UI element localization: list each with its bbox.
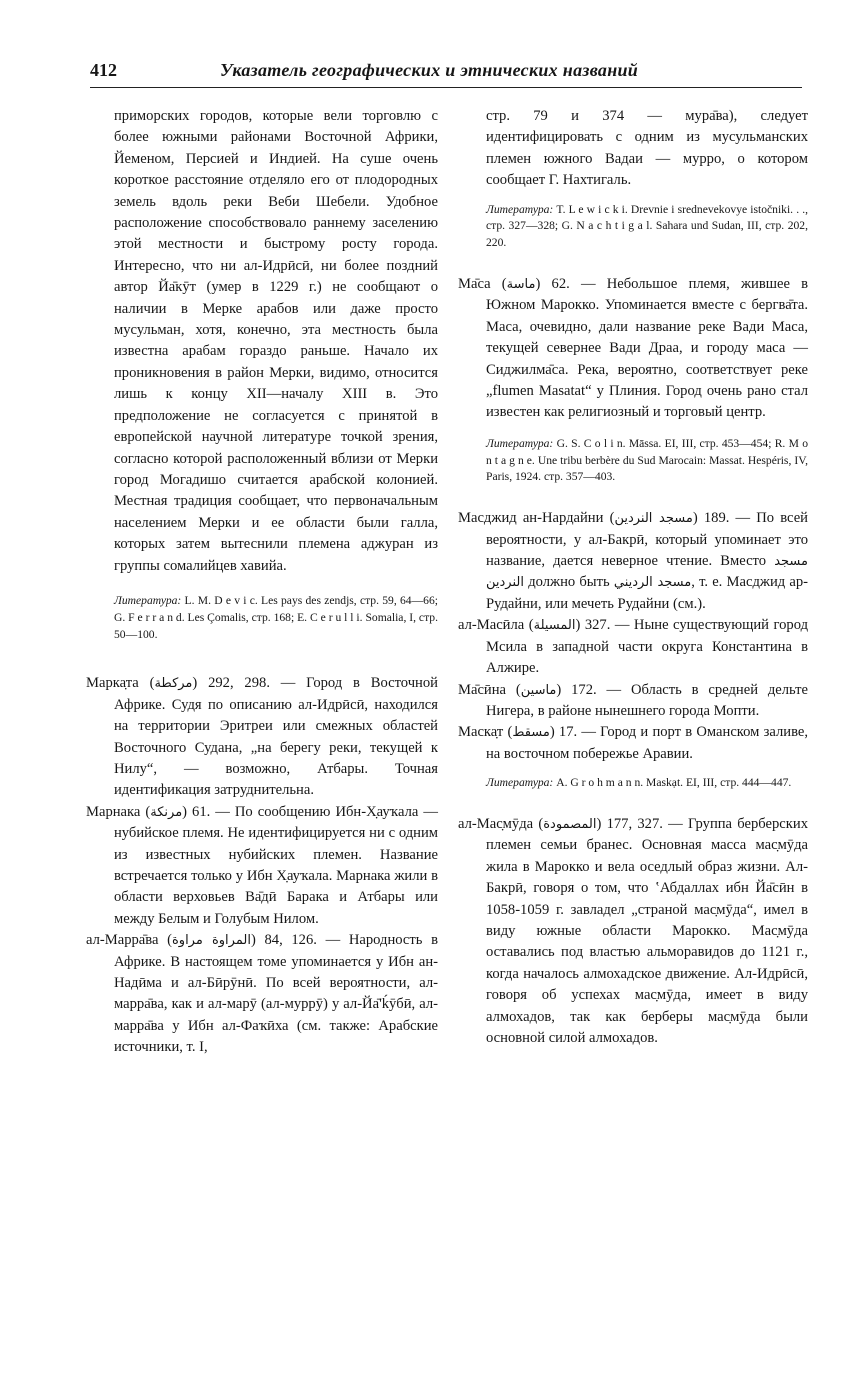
entry-head: ал-Марра̄ва: [86, 932, 159, 949]
arabic-name: مرنكة: [150, 804, 183, 820]
continuation-paragraph: приморских городов, которые вели торговлю с более южными районами Восточной Африки, Йеменом, Персией и Индией. На суше очень короткое расстояние отделяло его от плодородных земель вдоль реки Веби Шебели. Удобное расположение способствовало раннему заселению этой местности и быстрому росту города. Интересно, что ни ал-Идрӣсӣ, ни более поздний автор Йа̄кӯт (умер в 1229 г.) не сообщают о наличии в Мерке арабов или даже просто мусульман, хотя, конечно, эта местность была известна арабам гораздо раньше. Начало их проникновения в район Мерки, видимо, относится лишь к концу XII—началу XIII в. Это предположение не согласуется с принятой в европейской научной литературе точкой зрения, согласно которой расположенный вблизи от Мерки город Могадишо считается арабской колонией. Местная традиция сообщает, что первоначальным населением Мерки и ее области были галла, которых затем вытеснили племена аджуран из группы сомалийцев хавийа.: [114, 108, 438, 574]
entry-masila: ал-Масӣла (المسيلة) 327. — Ныне существующий город Мсила в западной части округа Константина в Алжире.: [458, 617, 808, 677]
entry-head: Маска̣т: [458, 724, 504, 741]
arabic-name: مسقط: [512, 725, 550, 741]
entry-masa: Ма̄са (ماسة) 62. — Небольшое племя, жившее в Южном Марокко. Упоминается вместе с бергва̄та. Маса, очевидно, дали название реке Вади Маса, текущей севернее Вади Драа, и городу маса — Сиджилма̄са. Река, вероятно, соответствует реке „flumen Masatat“ у Плиния. Город очень рано стал известен как религиозный и торговый центр.: [458, 276, 809, 421]
entry-head: ал-Масӣла: [458, 617, 525, 634]
arabic-name: ماسين: [520, 682, 557, 698]
arabic-name: المراوة مراوة: [171, 933, 251, 949]
arabic-name: ماسة: [506, 277, 536, 293]
page-number: 412: [90, 60, 117, 80]
entry-body: 17. — Город и порт в Оманском заливе, на восточном побережье Аравии.: [486, 724, 808, 762]
entry-head: ал-Мас̣мӯда: [458, 815, 534, 832]
page-header: [90, 56, 802, 90]
literature-note: [458, 436, 808, 486]
entry-masina: Ма̄сӣна (ماسين) 172. — Область в средней дельте Нигера, в районе нынешнего города Мопти.: [458, 681, 808, 719]
left-column: [86, 106, 438, 1059]
entry-head: Марка̣та: [86, 675, 139, 692]
entry-body: 62. — Небольшое племя, жившее в Южном Марокко. Упоминается вместе с бергва̄та. Маса, очевидно, дали название реке Вади Маса, текущей севернее Вади Драа, и городу маса — Сиджилма̄са. Река, вероятно, соответствует реке „flumen Masatat“ у Плиния. Город очень рано стал известен как религиозный и торговый центр.: [486, 276, 809, 421]
entry-body: 172. — Область в средней дельте Нигера, в районе нынешнего города Мопти.: [486, 681, 808, 719]
entry-head: Марнака: [86, 803, 141, 820]
entry-masmuda: ал-Мас̣мӯда (المصمودة) 177, 327. — Группа берберских племен семьи бранес. Основная масса мас̣мӯда жила в Марокко и вела оседлый образ жизни. Ал-Бакрӣ, говоря о том, что ʽАбдаллах ибн Йа̄сӣн в 1058-1059 г. завладел „страной мас̣мӯда“, имел в виду южные области Марокко. Мас̣мӯда оставались под властью альморавидов до 1121 г., когда началось алмохадское движение. Ал-Идрӣсӣ, говоря об успехах мас̣мӯда, имеет в виду алмохадов, так как берберы мас̣мӯда были основной силой алмохадов.: [458, 815, 808, 1046]
right-column: [458, 106, 808, 1049]
arabic-name: مركطة: [154, 676, 193, 692]
header-rule: [90, 87, 802, 88]
entry-body: должно быть: [528, 574, 610, 591]
entry-head: Ма̄сӣна: [458, 681, 507, 698]
arabic-name: المصمودة: [543, 816, 597, 832]
arabic-name: مسجد الرديني: [613, 575, 692, 591]
entry-body: 84, 126. — Народность в Африке. В настоящем томе упоминается у Ибн ан-Надӣма и ал-Бӣрӯнӣ. По всей вероятности, ал-марра̄ва, как и ал-марӯ (ал-муррӯ) у ал-Йа̄'ḱӯбӣ, ал-марра̄ва у Ибн ал-Фаҡӣха (см. также: Арабские источники, т. I,: [114, 932, 438, 1056]
entry-masdjid: Масджид ан-Нардайни (مسجد النردين) 189. — По всей вероятности, у ал-Бакрӣ, который упоминает это название, дается неверное чтение. Вместо مسجد النردين должно быть مسجد الرديني, т. е. Масджид ар-Рудайни, или мечеть Рудайни (см.).: [458, 510, 809, 612]
entry-marnaka: Марнака (مرنكة) 61. — По сообщению Ибн-Х̣ауҡала — нубийское племя. Не идентифицируется ни с одним из известных нубийских племен. Название встречается только у Ибн Х̣ауҡала. Марнака жили в области верховьев Ва̄дӣ Барака и Атбары или между Белым и Голубым Нилом.: [86, 803, 439, 927]
literature-label: Литература:: [114, 593, 182, 607]
arabic-name: المسيلة: [533, 618, 576, 634]
literature-text: T. L e w i c k i. Drevnie i srednevekovye istočniki. . ., стр. 327—328; G. N a c h t i g a l. Sahara und Sudan, III, стр. 202, 220.: [486, 202, 808, 250]
running-title: Указатель географических и этнических названий: [220, 60, 639, 80]
literature-note: [86, 593, 438, 643]
continuation-paragraph: стр. 79 и 374 — мура̄ва), следует идентифицировать с одним из мусульманских племен южного Вадаи — мурро, о котором сообщает Г. Нахтигаль.: [486, 108, 808, 189]
entry-head: Ма̄са: [458, 276, 491, 293]
arabic-name: مسجد النردين: [614, 511, 693, 527]
entry-body: 61. — По сообщению Ибн-Х̣ауҡала — нубийское племя. Не идентифицируется ни с одним из известных нубийских племен. Название встречается только у Ибн Х̣ауҡала. Марнака жили в области верховьев Ва̄дӣ Барака и Атбары или между Белым и Голубым Нилом.: [114, 803, 439, 927]
literature-note: [458, 775, 808, 792]
literature-label: Литература:: [486, 436, 554, 450]
entry-body: 327. — Ныне существующий город Мсила в западной части округа Константина в Алжире.: [486, 617, 808, 677]
entry-head: Масджид ан-Нардайни: [458, 510, 604, 527]
entry-body: 292, 298. — Город в Восточной Африке. Судя по описанию ал-Идрӣсӣ, находился на территории Эритреи или смежных областей Восточного Судана, „на берегу реки, текущей к Нилу“, — возможно, Атбары. Точная идентификация затруднительна.: [114, 675, 438, 799]
literature-text: A. G r o h m a n n. Maskạt. EI, III, стр. 444—447.: [556, 776, 792, 790]
literature-text: G. S. C o l i n. Māssa. EI, III, стр. 453—454; R. M o n t a g n e. Une tribu berbère du Sud Marocain: Massat. Hespéris, IV, Paris, 1924. стр. 357—403.: [486, 436, 808, 484]
arabic-name: مسجد النردين: [486, 554, 808, 591]
entry-body: , т. е. Масджид ар-Рудайни, или мечеть Рудайни (см.).: [486, 574, 809, 612]
entry-markata: Марка̣та (مركطة) 292, 298. — Город в Восточной Африке. Судя по описанию ал-Идрӣсӣ, находился на территории Эритреи или смежных областей Восточного Судана, „на берегу реки, текущей к Нилу“, — возможно, Атбары. Точная идентификация затруднительна.: [86, 675, 438, 799]
literature-text: L. M. D e v i c. Les pays des zendjs, стр. 59, 64—66; G. F e r r a n d. Les Çomalis, стр. 168; E. C e r u l l i. Somalia, I, стр. 50—100.: [114, 593, 438, 641]
literature-label: Литература:: [486, 776, 554, 790]
literature-note: [458, 202, 808, 252]
literature-label: Литература:: [486, 202, 554, 216]
entry-body: 177, 327. — Группа берберских племен семьи бранес. Основная масса мас̣мӯда жила в Марокко и вела оседлый образ жизни. Ал-Бакрӣ, говоря о том, что ʽАбдаллах ибн Йа̄сӣн в 1058-1059 г. завладел „страной мас̣мӯда“, имел в виду южные области Марокко. Мас̣мӯда оставались под властью альморавидов до 1121 г., когда началось алмохадское движение. Ал-Идрӣсӣ, говоря об успехах мас̣мӯда, имеет в виду алмохадов, так как берберы мас̣мӯда были основной силой алмохадов.: [486, 815, 808, 1046]
entry-body: 189. — По всей вероятности, у ал-Бакрӣ, который упоминает это название, дается неверное чтение. Вместо: [486, 510, 808, 570]
entry-marrava: ал-Марра̄ва (المراوة مراوة) 84, 126. — Народность в Африке. В настоящем томе упоминается у Ибн ан-Надӣма и ал-Бӣрӯнӣ. По всей вероятности, ал-марра̄ва, как и ал-марӯ (ал-муррӯ) у ал-Йа̄'ḱӯбӣ, ал-марра̄ва у Ибн ал-Фаҡӣха (см. также: Арабские источники, т. I,: [86, 932, 438, 1056]
entry-maskat: Маска̣т (مسقط) 17. — Город и порт в Оманском заливе, на восточном побережье Аравии.: [458, 724, 808, 762]
